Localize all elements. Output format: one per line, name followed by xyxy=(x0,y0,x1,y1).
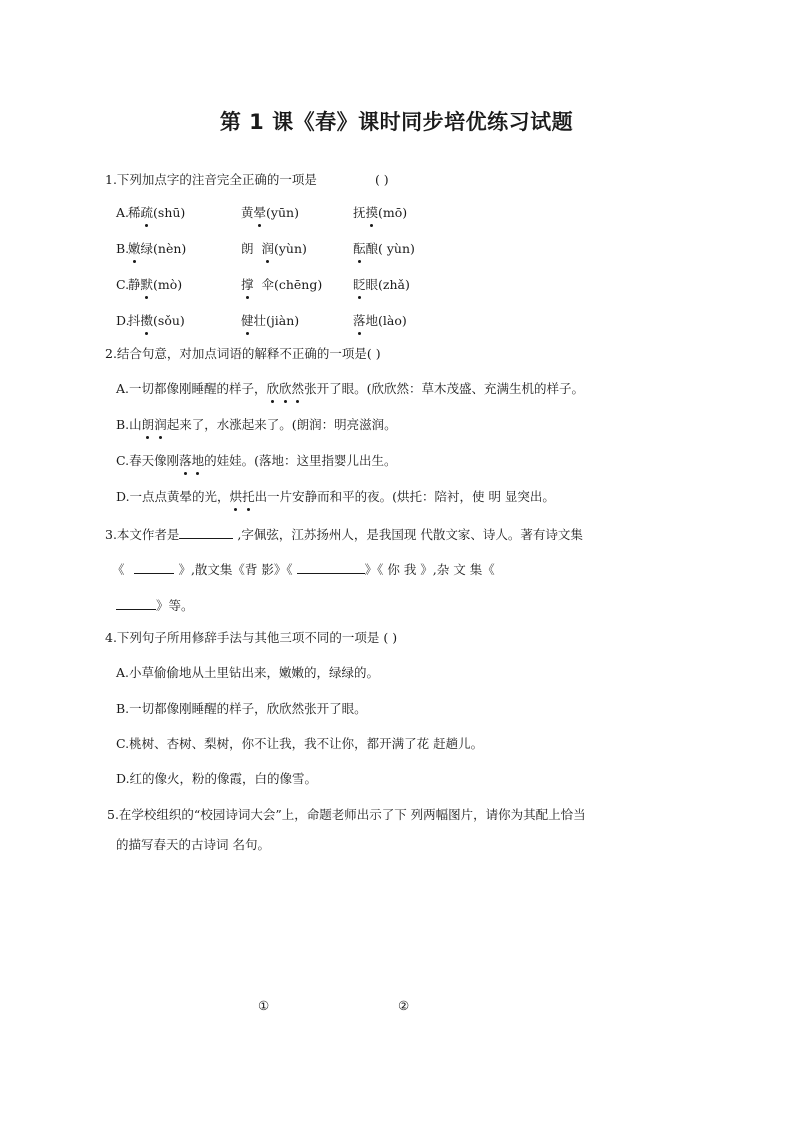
q1-option-word xyxy=(353,276,410,294)
q3-line-2 xyxy=(112,559,495,579)
dotted-char: 落 xyxy=(179,453,192,468)
q1-dotted-char: 晕 xyxy=(253,205,267,220)
q2-option-d xyxy=(116,488,555,506)
q1-word-pre: 稀 xyxy=(128,205,141,220)
q1-pinyin: (mō) xyxy=(378,205,408,220)
q1-word-pre: 抖 xyxy=(128,313,141,328)
q4-option-b: B.一切都像刚睡醒的样子，欣欣然张开了眼。 xyxy=(116,701,367,716)
q1-option-word xyxy=(128,312,185,330)
q1-pinyin: 地(lào) xyxy=(365,313,407,328)
q4-option-d: D.红的像火，粉的像霞，白的像雪。 xyxy=(116,771,318,786)
q1-dotted-char: 酝 xyxy=(353,241,366,256)
q1-word-pre: 静 xyxy=(128,277,141,292)
dotted-char: 朗 xyxy=(141,417,155,432)
q1-dotted-char: 嫩 xyxy=(128,241,141,256)
q1-pinyin: (yūn) xyxy=(266,205,299,220)
q2-option-b xyxy=(116,416,397,434)
q1-word-pre: 抚 xyxy=(353,205,366,220)
q4-option-a: A.小草偷偷地从土里钻出来，嫩嫩的，绿绿的。 xyxy=(116,665,380,680)
q2-d-dotted xyxy=(230,489,255,504)
q1-option-label: D. xyxy=(116,313,130,328)
dotted-char: 烘 xyxy=(229,489,243,504)
q1-option-word xyxy=(128,276,182,294)
q1-pinyin: 壮(jiàn) xyxy=(253,313,300,328)
q1-pinyin: 绿(nèn) xyxy=(140,241,187,256)
q2-b-dotted xyxy=(142,417,167,432)
q4-option-c: C.桃树、杏树、梨树，你不让我，我不让你，都开满了花 赶趟儿。 xyxy=(116,736,484,751)
q1-dotted-char: 润 xyxy=(261,241,274,256)
q3-line-1 xyxy=(105,524,583,544)
dotted-char: 然 xyxy=(291,381,305,396)
q3-l1-post: ,字佩弦，江苏扬州人，是我国现 代散文家、诗人。著有诗文集 xyxy=(233,527,583,542)
q1-dotted-char: 摸 xyxy=(365,205,379,220)
q1-option-label: C. xyxy=(116,277,130,292)
q1-option-label: A. xyxy=(116,205,130,220)
page-title: 第 1 课《春》课时同步培优练习试题 xyxy=(219,110,574,134)
q3-l2-b: 》,散文集《背 影》《 xyxy=(174,562,297,577)
q1-pinyin: (mò) xyxy=(153,277,183,292)
q2-d-pre: D.一点点黄晕的光， xyxy=(116,489,230,504)
q2-a-pre: A.一切都像刚睡醒的样子， xyxy=(116,381,267,396)
prose-collection-blank[interactable] xyxy=(297,559,365,574)
q1-option-word xyxy=(353,204,407,222)
poetry-collection-blank[interactable] xyxy=(134,559,174,574)
q1-option-word xyxy=(241,312,299,330)
q2-b-pre: B.山 xyxy=(116,417,142,432)
q1-pinyin: 酿( yùn) xyxy=(365,241,415,256)
q3-line-3 xyxy=(116,595,194,615)
q1-option-word xyxy=(241,240,307,258)
q1-pinyin: 眼(zhǎ) xyxy=(365,277,410,292)
q1-dotted-char: 眨 xyxy=(353,277,366,292)
q3-l3-post: 》等。 xyxy=(156,598,194,613)
q1-option-word xyxy=(353,312,407,330)
q1-stem-text: 1.下列加点字的注音完全正确的一项是 xyxy=(105,172,317,187)
q2-d-post: 出一片安静而和平的夜。(烘托：陪衬，使 明 显突出。 xyxy=(254,489,555,504)
q1-answer-paren: ( ) xyxy=(374,172,389,187)
q2-a-dotted xyxy=(267,381,305,396)
q2-a-post: 张开了眼。(欣欣然：草木茂盛、充满生机的样子。 xyxy=(304,381,584,396)
q3-l1-pre: 3.本文作者是 xyxy=(105,527,180,542)
q1-word-pre: 黄 xyxy=(241,205,254,220)
q1-option-word xyxy=(128,240,186,258)
q1-dotted-char: 落 xyxy=(353,313,366,328)
q1-pinyin: (yùn) xyxy=(273,241,307,256)
q1-dotted-char: 擞 xyxy=(140,313,154,328)
q1-pinyin: (sǒu) xyxy=(153,313,185,328)
dotted-char: 托 xyxy=(242,489,255,504)
q2-c-dotted xyxy=(179,453,204,468)
q2-stem: 2.结合句意，对加点词语的解释不正确的一项是( ) xyxy=(105,346,381,361)
q2-option-c xyxy=(116,452,397,470)
q1-dotted-char: 疏 xyxy=(140,205,154,220)
dotted-char: 欣 xyxy=(266,381,280,396)
image-marker-1: ① xyxy=(258,998,270,1013)
q5-line-2: 的描写春天的古诗词 名句。 xyxy=(116,837,270,852)
q5-line-1: 5.在学校组织的“校园诗词大会”上，命题老师出示了下 列两幅图片，请你为其配上恰当 xyxy=(107,807,586,822)
q2-b-post: 起来了，水涨起来了。(朗润：明亮滋润。 xyxy=(166,417,397,432)
q1-dotted-char: 撑 xyxy=(241,277,254,292)
q1-option-word xyxy=(241,204,299,222)
dotted-char: 润 xyxy=(154,417,167,432)
q1-stem xyxy=(105,171,389,189)
q1-dotted-char: 默 xyxy=(140,277,154,292)
q2-option-a xyxy=(116,380,584,398)
q2-c-post: 的娃娃。(落地：这里指婴儿出生。 xyxy=(204,453,397,468)
dotted-char: 地 xyxy=(191,453,205,468)
dotted-char: 欣 xyxy=(279,381,292,396)
author-blank[interactable] xyxy=(179,524,233,539)
q3-l2-c: 》《 你 我 》,杂 文 集《 xyxy=(364,562,495,577)
image-marker-2: ② xyxy=(398,998,410,1013)
q1-option-word xyxy=(241,276,322,294)
q1-option-word xyxy=(353,240,415,258)
q1-dotted-char: 健 xyxy=(241,313,254,328)
q1-pinyin: (shū) xyxy=(153,205,186,220)
q1-option-word xyxy=(128,204,185,222)
q1-option-label: B. xyxy=(116,241,130,256)
q1-pinyin: 伞(chēng) xyxy=(253,277,323,292)
q4-stem: 4.下列句子所用修辞手法与其他三项不同的一项是 ( ) xyxy=(105,630,398,645)
essay-collection-blank[interactable] xyxy=(116,595,156,610)
q2-c-pre: C.春天像刚 xyxy=(116,453,180,468)
q1-word-pre: 朗 xyxy=(241,241,262,256)
q3-l2-a: 《 xyxy=(112,562,129,577)
